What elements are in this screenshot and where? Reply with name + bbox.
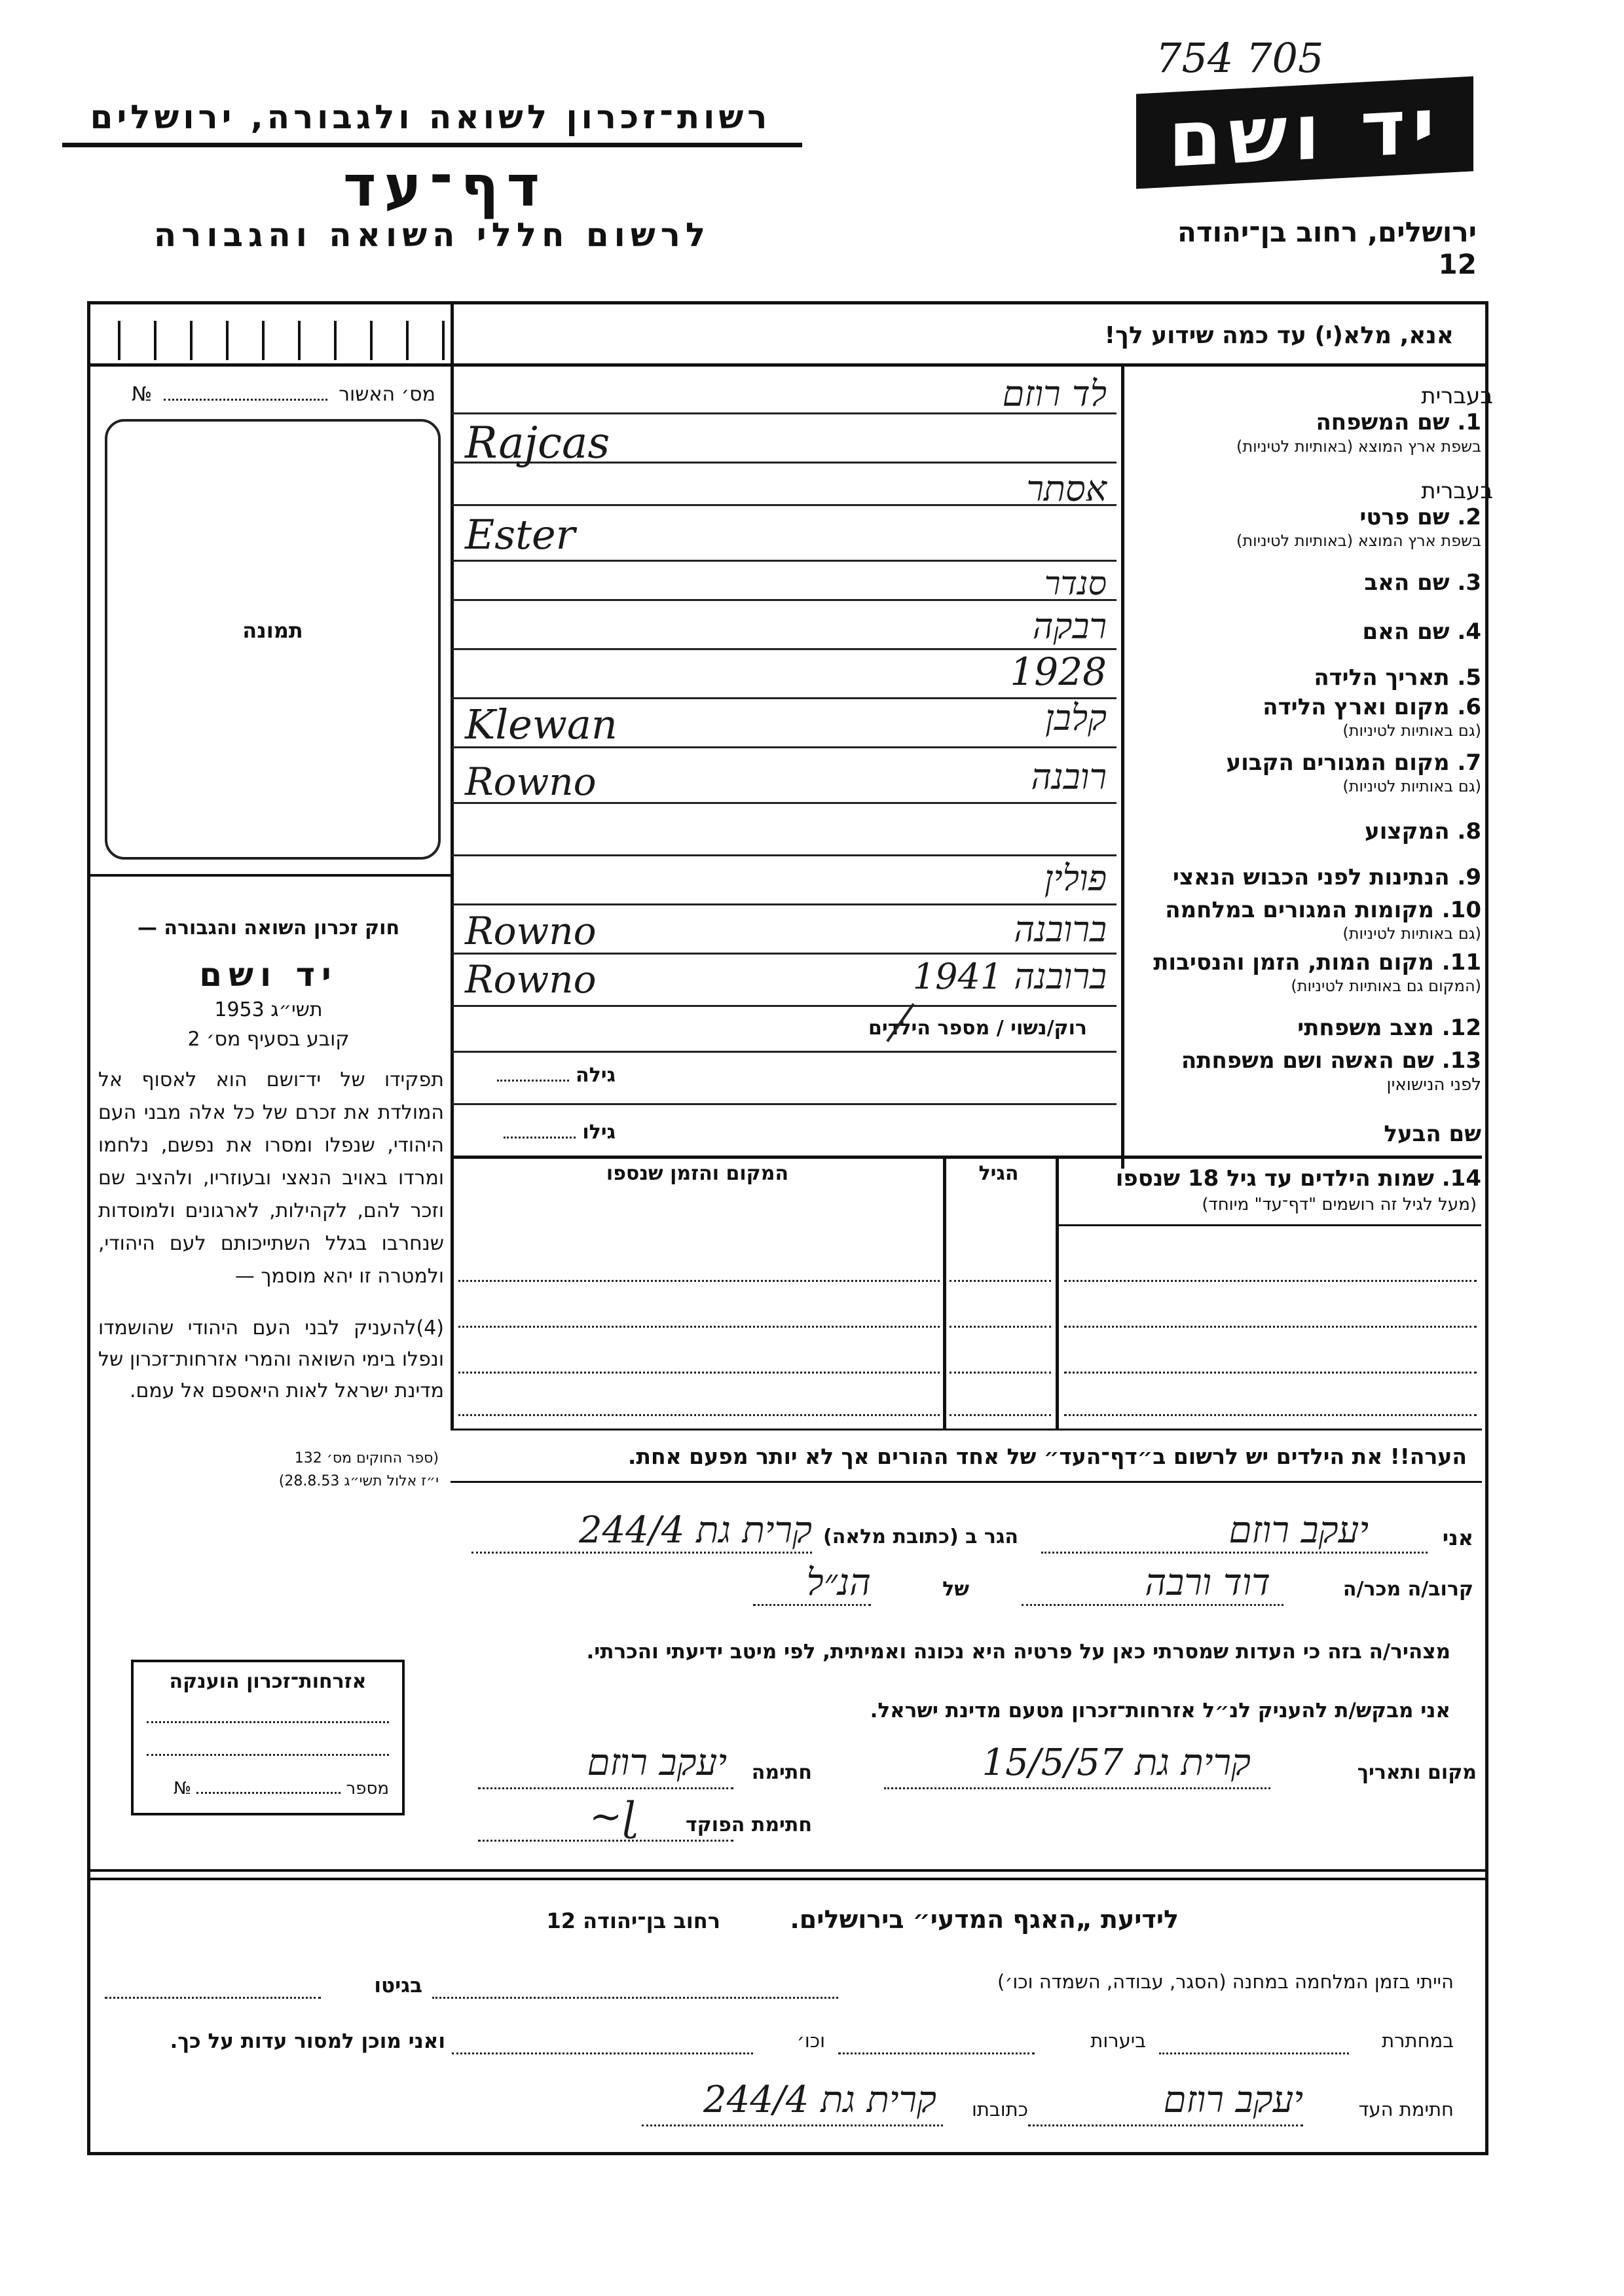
tick-scale [105, 314, 458, 363]
children-sub: (מעל לגיל זה רושמים "דף־עד" מיוחד) [1202, 1195, 1477, 1214]
form-intro: אנא, מלא(י) עד כמה שידוע לך! [1104, 322, 1454, 349]
of-value: הנ״ל [806, 1561, 871, 1604]
field-6-label: מקום וארץ הלידה [1263, 694, 1450, 720]
field-1-lang: בעברית [1421, 383, 1493, 409]
ghetto-label: בגיטו [374, 1974, 422, 1997]
field-6-sub: (גם באותיות לטיניות) [1342, 721, 1481, 740]
declaration: מצהיר/ה בזה כי העדות שמסרתי כאן על פרטיה היא נכונה ואמיתית, לפי מיטב ידיעתי והכרתי. [586, 1640, 1450, 1664]
relation-label: קרוב/ה מכר/ה [1342, 1578, 1473, 1601]
field-5-row: 5. תאריך הלידה [1314, 665, 1481, 691]
field-12-label: מצב משפחתי [1297, 1015, 1434, 1041]
field-3-row: 3. שם האב [1364, 570, 1481, 596]
wife-age-label: גילה [576, 1064, 616, 1087]
children-row: 14. שמות הילדים עד גיל 18 שנספו [1115, 1165, 1481, 1192]
form-subtitle: לרשום חללי השואה והגבורה [153, 216, 711, 254]
field-8-row: 8. המקצוע [1365, 818, 1481, 845]
approval-number-row [115, 383, 435, 406]
father-name: סנדר [1044, 564, 1107, 602]
field-11-sub: (המקום גם באותיות לטיניות) [1291, 977, 1481, 995]
residence-latin: Rowno [465, 759, 597, 804]
field-1-row: 1. שם המשפחה [1316, 409, 1481, 435]
nationality: פולין [1044, 858, 1107, 899]
surname-latin: Rajcas [465, 418, 610, 468]
field-2-lang: בעברית [1421, 478, 1493, 504]
mother-name: רבקה [1032, 606, 1107, 647]
citizenship-title: אזרחות־זכרון הוענקה [169, 1670, 367, 1693]
firstname-hebrew: אסתר [1026, 468, 1107, 509]
document-number: 754 705 [1156, 34, 1324, 82]
witness-name: יעקב רוזם [1228, 1509, 1369, 1552]
husband-age-label: גילו [582, 1121, 616, 1144]
underground-label: במחתרת [1382, 2030, 1454, 2052]
photo-label: תמונה [242, 618, 303, 643]
of-label: של [942, 1578, 969, 1601]
signature-label: חתימה [751, 1761, 812, 1784]
children-place-header: המקום והזמן שנספו [606, 1162, 789, 1185]
husband-label: שם הבעל [1384, 1121, 1481, 1147]
form-title: דף־עד [342, 154, 548, 219]
etc-label: וכו׳ [796, 2030, 825, 2052]
field-4-label: שם האם [1362, 619, 1450, 645]
authority-name: רשות־זכרון לשואה ולגבורה, ירושלים [90, 98, 771, 136]
children-age-header: הגיל [978, 1162, 1019, 1185]
birthplace-latin: Klewan [465, 701, 618, 748]
field-2-label: שם פרטי [1359, 504, 1450, 530]
header-address: ירושלים, רחוב בן־יהודה 12 [1177, 216, 1477, 280]
law-clause: קובע בסעיף מס׳ 2 [187, 1028, 350, 1051]
citizenship-number-label: מספר [346, 1779, 389, 1798]
wartime-residence-hebrew: ברובנה [1014, 909, 1107, 950]
law-source: (ספר החוקים מס׳ 132 [294, 1450, 439, 1467]
field-11-label: מקום המות, הזמן והנסיבות [1153, 949, 1434, 975]
note: הערה!! את הילדים יש לרשום ב״דף־העד״ של אחד ההורים אך לא יותר מפעם אחת. [627, 1444, 1467, 1469]
field-2-row: 2. שם פרטי [1359, 504, 1481, 530]
residence-hebrew: רובנה [1031, 756, 1107, 797]
witness-sig-label: חתימת העד [1358, 2098, 1454, 2121]
death-place-latin: Rowno [465, 957, 597, 1002]
children-label: שמות הילדים עד גיל 18 שנספו [1115, 1165, 1434, 1192]
field-1-sub: בשפת ארץ המוצא (באותיות לטיניות) [1236, 437, 1481, 456]
witness-i-label: אני [1442, 1525, 1473, 1550]
law-source-date: י״ז אלול תשי״ג 28.8.53) [278, 1473, 439, 1489]
address-value: קרית גת 244/4 [703, 2079, 936, 2121]
field-1-label: שם המשפחה [1316, 409, 1450, 435]
field-11-row: 11. מקום המות, הזמן והנסיבות [1153, 949, 1481, 975]
place-date-value: קרית גת 15/5/57 [982, 1741, 1251, 1784]
info-address: רחוב בן־יהודה 12 [546, 1908, 720, 1933]
field-4-row: 4. שם האם [1362, 619, 1481, 645]
surname-hebrew: לד רוזם [1002, 373, 1107, 414]
forests-label: ביערות [1090, 2030, 1146, 2052]
field-13-sub: לפני הנישואין [1386, 1075, 1481, 1095]
law-body-2: (4)להעניק לבני העם היהודי שהושמדו ונפלו בימי השואה והמרי אזרחות־זכרון של מדינת ישראל לאות היאספם אל עמם. [98, 1317, 444, 1402]
signature-value: יעקב רוזם [587, 1741, 727, 1784]
approval-label: מס׳ האשור [339, 383, 435, 406]
field-10-row: 10. מקומות המגורים במלחמה [1165, 897, 1481, 923]
birthplace-hebrew: קלבן [1045, 697, 1107, 738]
marital-extra: רוק/נשוי / מספר הילדים [868, 1017, 1087, 1040]
field-7-sub: (גם באותיות לטיניות) [1342, 777, 1481, 795]
law-name: יד ושם [199, 956, 338, 994]
relation-value: דוד ורבה [1145, 1561, 1270, 1604]
ready-label: ואני מוכן למסור עדות על כך. [170, 2030, 445, 2053]
field-7-row: 7. מקום המגורים הקבוע [1226, 750, 1481, 776]
photo-box [105, 419, 441, 860]
husband-age-row [452, 1121, 616, 1144]
officer-label: חתימת הפוקד [686, 1813, 812, 1836]
law-year: תשי״ג 1953 [214, 998, 323, 1021]
field-12-row: 12. מצב משפחתי [1297, 1015, 1481, 1041]
citizenship-number-row: מספר № [173, 1779, 389, 1798]
field-2-sub: בשפת ארץ המוצא (באותיות לטיניות) [1236, 532, 1481, 550]
field-13-row: 13. שם האשה ושם משפחתה [1181, 1048, 1481, 1074]
logo-text: יד ושם [1168, 80, 1442, 185]
field-10-sub: (גם באותיות לטיניות) [1342, 924, 1481, 943]
law-title: חוק זכרון השואה והגבורה — [137, 917, 400, 939]
request: אני מבקש/ת להעניק לנ״ל אזרחות־זכרון מטעם מדינת ישראל. [870, 1699, 1450, 1722]
citizenship-box [131, 1660, 405, 1815]
yad-vashem-logo [1136, 77, 1473, 189]
witness-sig-value: יעקב רוזם [1163, 2079, 1303, 2121]
field-6-row: 6. מקום וארץ הלידה [1263, 694, 1481, 720]
field-9-label: הנתינות לפני הכבוש הנאצי [1172, 864, 1450, 890]
law-body: תפקידו של יד־ושם הוא לאסוף אל המולדת את זכרם של כל אלה מבני העם היהודי, שנפלו ומסרו את נפשם, נלחמו ומרדו באויב הנאצי ובעוזריו, ולהציב שם וזכר להם, לקהילות, לארגונים ולמוסדות שנחרבו בגלל השתייכותם לעם היהודי, ולמטרה זו יהא מוסמך — [98, 1068, 444, 1288]
number-sign: № [131, 383, 153, 406]
address-label: כתובתו [971, 2098, 1028, 2121]
info-title: לידיעת „האגף המדעי״ בירושלים. [790, 1905, 1179, 1934]
officer-signature-mark: ~ɭ [589, 1794, 637, 1840]
field-5-label: תאריך הלידה [1314, 665, 1450, 691]
field-7-label: מקום המגורים הקבוע [1226, 750, 1450, 776]
wartime-residence-latin: Rowno [465, 909, 597, 953]
birth-date: 1928 [1010, 649, 1107, 694]
field-10-label: מקומות המגורים במלחמה [1165, 897, 1434, 923]
firstname-latin: Ester [465, 511, 576, 558]
residing-label: הגר ב (כתובת מלאה) [822, 1525, 1018, 1548]
field-3-label: שם האב [1364, 570, 1450, 596]
witness-address: קרית גת 244/4 [579, 1509, 812, 1552]
wife-age-row [452, 1064, 616, 1087]
field-13-label: שם האשה ושם משפחתה [1181, 1048, 1434, 1074]
field-8-label: המקצוע [1365, 818, 1450, 845]
camp-line: הייתי בזמן המלחמה במחנה (הסגר, עבודה, השמדה וכו׳) [997, 1971, 1454, 1993]
place-date-label: מקום ותאריך [1357, 1761, 1477, 1784]
death-place-hebrew: ברובנה 1941 [912, 956, 1107, 997]
field-9-row: 9. הנתינות לפני הכבוש הנאצי [1172, 864, 1481, 890]
